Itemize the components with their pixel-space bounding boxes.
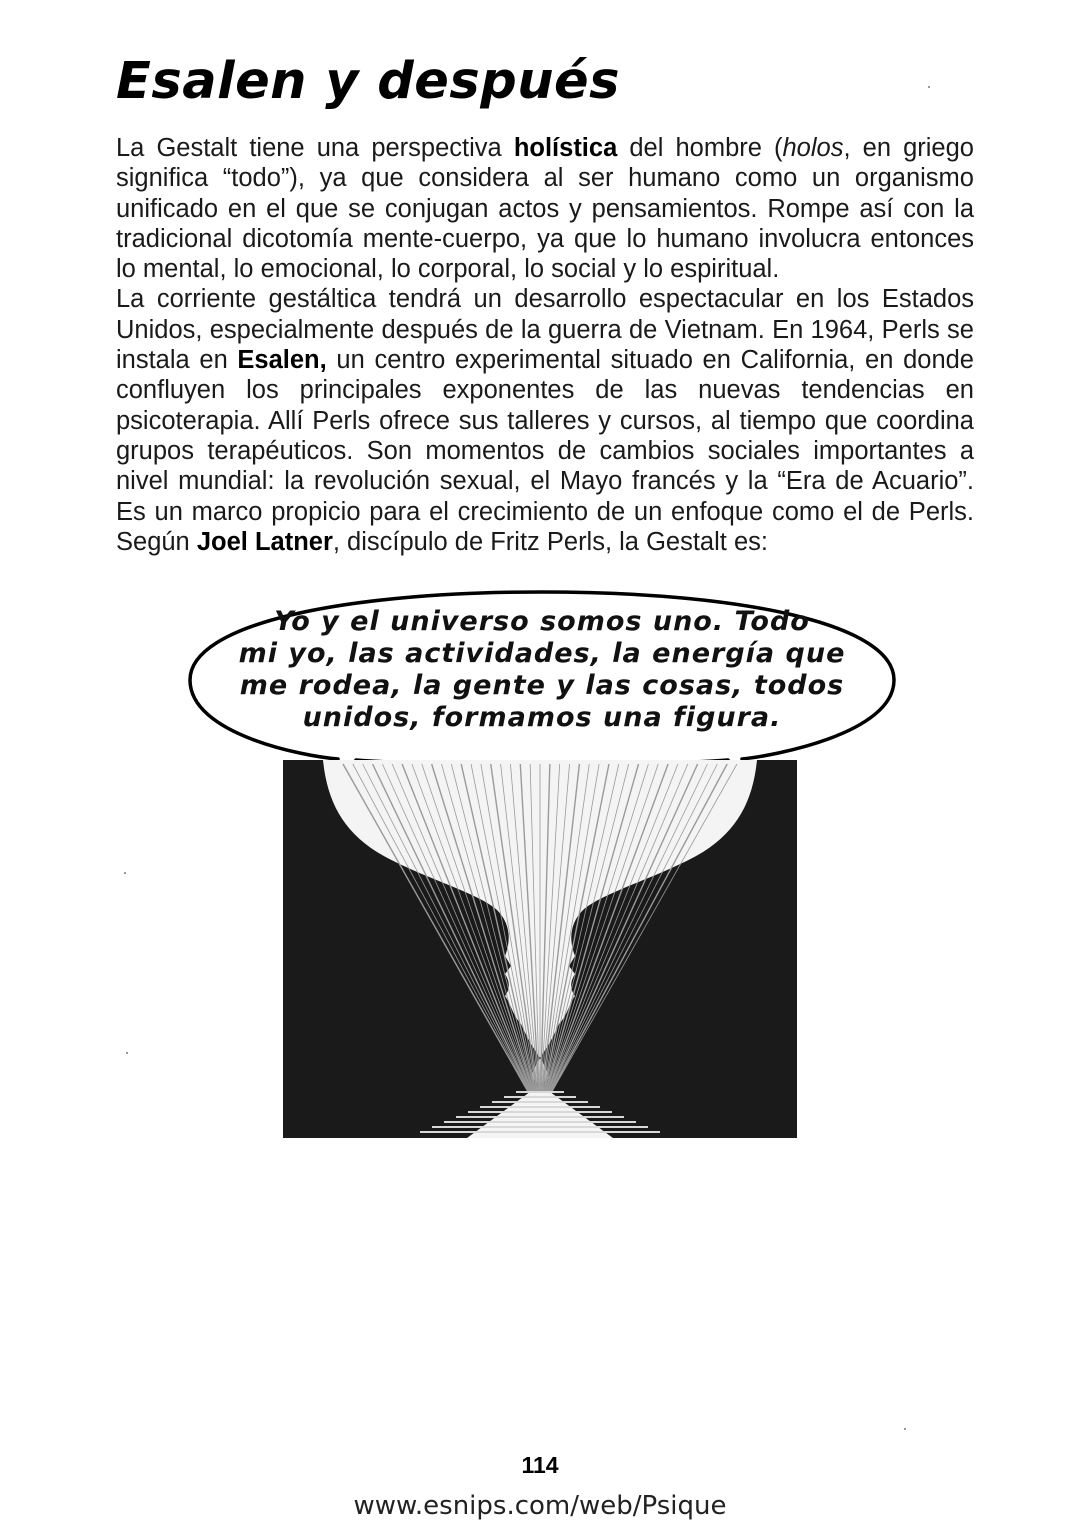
scan-speck xyxy=(124,872,126,874)
text-segment: del hombre ( xyxy=(617,134,783,162)
scan-speck xyxy=(928,86,930,88)
text-segment: La Gestalt tiene una perspectiva xyxy=(116,134,514,162)
body-paragraph-1 xyxy=(116,133,974,557)
footer-url[interactable]: www.esnips.com/web/Psique xyxy=(353,1491,727,1521)
balloon-line: unidos, formamos una figura. xyxy=(302,702,782,733)
text-segment: holística xyxy=(513,134,618,162)
paragraph-1-text xyxy=(116,133,974,557)
text-segment: , en griego significa “todo”), ya que considera al ser humano como un organismo unificado en el que se conjugan actos y pensamientos. Rompe así con la tradicional dicotomía mente-cuerpo, ya que lo humano involucra entonces lo mental, lo emocional, lo corporal, lo social y lo espiritual. xyxy=(116,134,974,284)
text-segment: La corriente gestáltica tendrá un desarrollo espectacular en los Estados Unidos, especialmente después de la guerra de Vietnam. En 1964, Perls se instala en xyxy=(116,285,974,375)
page-number: 114 xyxy=(521,1452,559,1478)
text-segment: Joel Latner xyxy=(196,527,333,556)
scan-speck xyxy=(904,1428,906,1430)
balloon-line: me rodea, la gente y las cosas, todos xyxy=(239,670,845,701)
speech-balloon-text xyxy=(222,606,862,734)
balloon-line: mi yo, las actividades, la energía que xyxy=(238,638,846,669)
speech-balloon xyxy=(182,584,902,784)
text-segment: Esalen, xyxy=(237,346,327,375)
text-segment: un centro experimental situado en California, en donde confluyen los principales exponentes de las nuevas tendencias en psicoterapia. Allí Perls ofrece sus talleres y cursos, al tiempo que coordina grupos terapéuticos. Son momentos de cambios sociales importantes a nivel mundial: la revolución sexual, el Mayo francés y la “Era de Acuario”. Es un marco propicio para el crecimiento de un enfoque como el de Perls. Según xyxy=(116,346,974,556)
text-segment: holos xyxy=(782,134,844,162)
page-title: Esalen y después xyxy=(116,52,620,111)
scan-speck xyxy=(126,1052,128,1054)
vase-faces-illustration xyxy=(283,760,797,1138)
balloon-line: Yo y el universo somos uno. Todo xyxy=(274,606,810,637)
vase-faces-drawing xyxy=(283,760,797,1138)
text-segment: , discípulo de Fritz Perls, la Gestalt es: xyxy=(332,527,768,556)
